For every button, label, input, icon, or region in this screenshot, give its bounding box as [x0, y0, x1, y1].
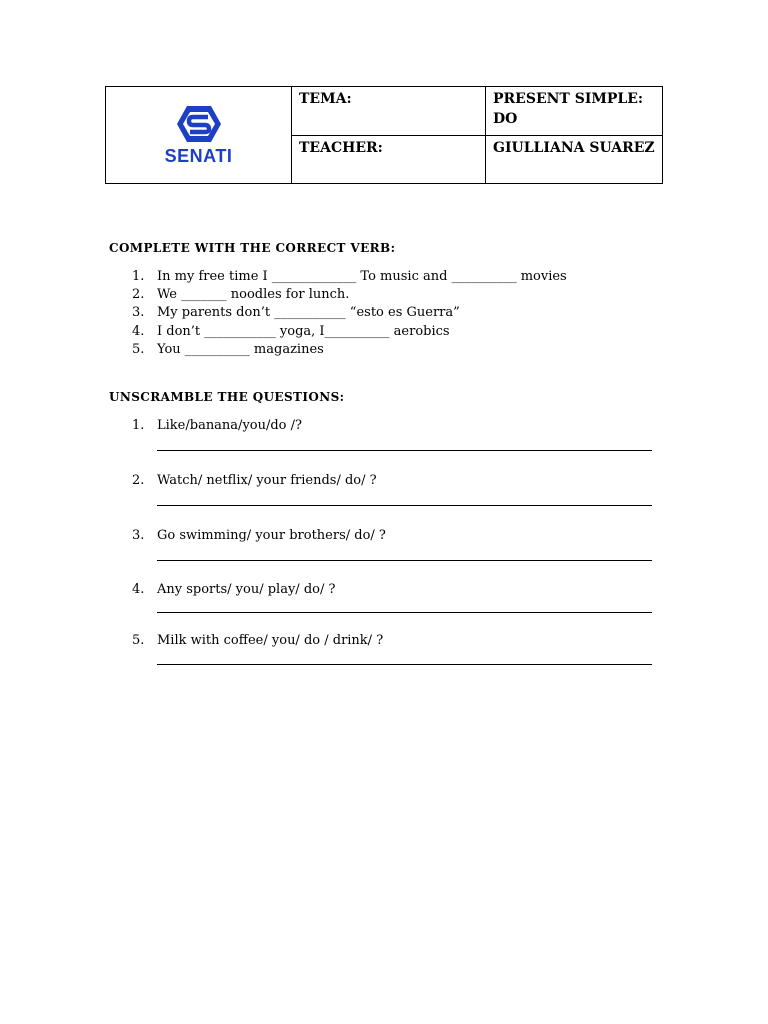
teacher-label: TEACHER:	[292, 136, 486, 184]
complete-item-number: 5.	[132, 342, 145, 357]
complete-item-number: 1.	[132, 269, 145, 284]
answer-line[interactable]	[157, 560, 652, 561]
question-text: Any sports/ you/ play/ do/ ?	[157, 582, 336, 597]
answer-line[interactable]	[157, 450, 652, 451]
section-unscramble-title: UNSCRAMBLE THE QUESTIONS:	[109, 390, 345, 404]
complete-item-number: 3.	[132, 305, 145, 320]
teacher-value: GIULLIANA SUAREZ	[486, 136, 663, 184]
question-text: Like/banana/you/do /?	[157, 418, 302, 433]
tema-label: TEMA:	[292, 87, 486, 136]
answer-line[interactable]	[157, 664, 652, 665]
complete-item-text: My parents don’t ___________ “esto es Guerra”	[157, 305, 460, 320]
question-number: 1.	[132, 418, 145, 433]
question-text: Watch/ netflix/ your friends/ do/ ?	[157, 473, 377, 488]
complete-item-number: 2.	[132, 287, 145, 302]
section-complete-title: COMPLETE WITH THE CORRECT VERB:	[109, 241, 396, 255]
complete-item-text: I don’t ___________ yoga, I__________ aerobics	[157, 324, 450, 339]
question-text: Go swimming/ your brothers/ do/ ?	[157, 528, 386, 543]
question-number: 4.	[132, 582, 145, 597]
question-text: Milk with coffee/ you/ do / drink/ ?	[157, 633, 384, 648]
header-table	[105, 86, 663, 184]
senati-logo-icon	[175, 104, 223, 144]
complete-item-text: We _______ noodles for lunch.	[157, 287, 350, 302]
question-number: 2.	[132, 473, 145, 488]
complete-item-number: 4.	[132, 324, 145, 339]
tema-value: PRESENT SIMPLE: DO	[486, 87, 663, 136]
question-number: 3.	[132, 528, 145, 543]
logo-text: SENATI	[164, 145, 233, 166]
logo-cell	[106, 87, 292, 184]
answer-line[interactable]	[157, 505, 652, 506]
answer-line[interactable]	[157, 612, 652, 613]
complete-item-text: In my free time I _____________ To music and __________ movies	[157, 269, 567, 284]
question-number: 5.	[132, 633, 145, 648]
complete-item-text: You __________ magazines	[157, 342, 324, 357]
